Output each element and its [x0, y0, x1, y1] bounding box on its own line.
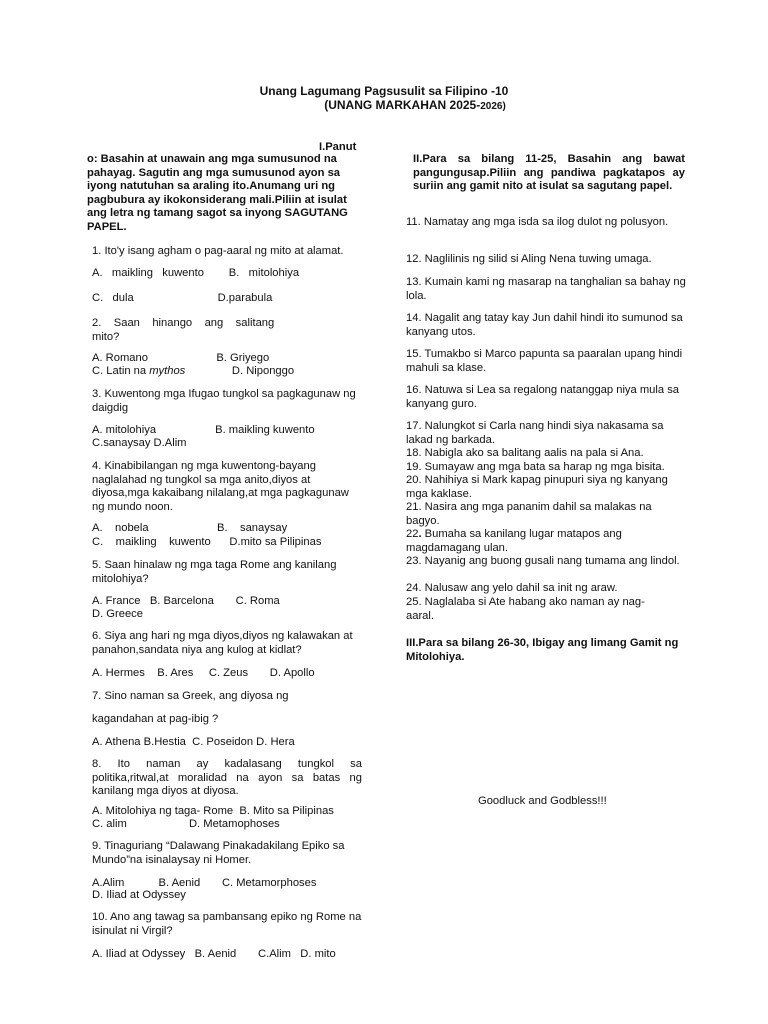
q2-choices-b — [92, 365, 294, 379]
part1-instruction: o: Basahin at unawain ang mga sumusunod na pahayag. Sagutin ang mga sumusunod ayon sa iyong natutuhan sa araling ito.Anumang uri ng pagbubura ay ikokonsiderang mali.Piliin at isulat ang letra ng tamang sagot sa inyong SAGUTANG PAPEL. — [87, 153, 348, 233]
item-23: 23. Nayanig ang buong gusali nang tumama ang lindol. — [406, 555, 680, 567]
q5-choices-b: D. Greece — [92, 608, 143, 620]
q9-choices-b: D. Iliad at Odyssey — [92, 889, 186, 901]
item-22-text: Bumaha sa kanilang lugar matapos ang magdamagang ulan. — [406, 528, 622, 554]
item-24: 24. Nalusaw ang yelo dahil sa init ng araw. — [406, 582, 618, 594]
q3-choices-b: C.sanaysay D.Alim — [92, 437, 187, 449]
item-13: 13. Kumain kami ng masarap na tanghalian sa bahay ng lola. — [406, 276, 686, 302]
item-12: 12. Naglilinis ng silid si Aling Nena tuwing umaga. — [406, 253, 652, 265]
question-7-cont: kagandahan at pag-ibig ? — [92, 713, 219, 725]
part3-heading: III.Para sa bilang 26-30, Ibigay ang limang Gamit ng Mitolohiya. — [406, 637, 679, 663]
q8-choices-a: A. Mitolohiya ng taga- Rome B. Mito sa Pilipinas — [92, 805, 334, 817]
q5-choices-a: A. France B. Barcelona C. Roma — [92, 595, 280, 607]
q4-choices-b: C. maikling kuwento D.mito sa Pilipinas — [92, 536, 322, 548]
item-16: 16. Natuwa si Lea sa regalong natanggap niya mula sa kanyang guro. — [406, 384, 680, 410]
item-14: 14. Nagalit ang tatay kay Jun dahil hindi ito sumunod sa kanyang utos. — [406, 312, 683, 338]
item-22-dot: . — [418, 528, 422, 540]
part1-heading: I.Panut — [319, 141, 357, 153]
q8-choices-b: C. alim D. Metamophoses — [92, 818, 280, 830]
question-4: 4. Kinabibilangan ng mga kuwentong-bayang naglalahad ng tungkol sa mga anito,diyos at diyosa,mga kakaibang nilalang,at mga pagkagunaw ng mundo noon. — [92, 460, 349, 513]
item-22 — [406, 528, 686, 555]
q10-choices: A. Iliad at Odyssey B. Aenid C.Alim D. mito — [92, 948, 336, 960]
q2-latin: C. Latin na — [92, 365, 150, 377]
subtitle-year: 2026) — [480, 101, 506, 112]
question-2: 2. Saan hinango ang salitang mito? — [92, 317, 278, 343]
closing-message: Goodluck and Godbless!!! — [478, 795, 607, 807]
q2-choices-a: A. Romano B. Griyego — [92, 352, 270, 364]
item-21: 21. Nasira ang mga pananim dahil sa malakas na bagyo. — [406, 501, 652, 527]
question-9: 9. Tinaguriang “Dalawang Pinakadakilang Epiko sa Mundo”na isinalaysay ni Homer. — [92, 840, 345, 866]
item-19: 19. Sumayaw ang mga bata sa harap ng mga bisita. — [406, 461, 665, 473]
item-17: 17. Nalungkot si Carla nang hindi siya nakasama sa lakad ng barkada. — [406, 420, 664, 446]
question-7: 7. Sino naman sa Greek, ang diyosa ng — [92, 690, 289, 702]
question-3: 3. Kuwentong mga Ifugao tungkol sa pagkagunaw ng daigdig — [92, 388, 356, 414]
item-25: 25. Naglalaba si Ate habang ako naman ay nag-aaral. — [406, 596, 645, 622]
question-1: 1. Ito'y isang agham o pag-aaral ng mito at alamat. — [92, 245, 344, 257]
q6-choices: A. Hermes B. Ares C. Zeus D. Apollo — [92, 667, 315, 679]
question-6: 6. Siya ang hari ng mga diyos,diyos ng kalawakan at panahon,sandata niya ang kulog at kidlat? — [92, 630, 353, 656]
exam-subtitle — [31, 98, 768, 112]
q7-choices: A. Athena B.Hestia C. Poseidon D. Hera — [92, 736, 295, 748]
q1-choices-a: A. maikling kuwento B. mitolohiya — [92, 267, 300, 279]
item-15: 15. Tumakbo si Marco papunta sa paaralan upang hindi mahuli sa klase. — [406, 348, 683, 374]
item-18: 18. Nabigla ako sa balitang aalis na pala si Ana. — [406, 447, 644, 459]
question-8: 8. Ito naman ay kadalasang tungkol sa politika,ritwal,at moralidad na ayon sa batas ng kanilang mga diyos at diyosa. — [92, 758, 366, 797]
item-20: 20. Nahihiya si Mark kapag pinupuri siya ng kanyang mga kaklase. — [406, 474, 668, 500]
part2-heading: II.Para sa bilang 11-25, Basahin ang bawat pangungusap.Piliin ang pandiwa pagkatapos ay suriin ang gamit nito at isulat sa sagutang papel. — [413, 153, 685, 192]
q1-choices-b: C. dula D.parabula — [92, 292, 273, 304]
q2-mythos: mythos — [149, 365, 186, 377]
q3-choices-a: A. mitolohiya B. maikling kuwento — [92, 424, 315, 436]
q9-choices-a: A.Alim B. Aenid C. Metamorphoses — [92, 877, 317, 889]
exam-title: Unang Lagumang Pagsusulit sa Filipino -10 — [259, 84, 509, 98]
q2-niponggo: D. Niponggo — [185, 365, 295, 377]
item-11: 11. Namatay ang mga isda sa ilog dulot ng polusyon. — [406, 216, 669, 228]
subtitle-main: (UNANG MARKAHAN 2025- — [324, 98, 481, 112]
q4-choices-a: A. nobela B. sanaysay — [92, 522, 288, 534]
question-10: 10. Ano ang tawag sa pambansang epiko ng Rome na isinulat ni Virgil? — [92, 911, 362, 937]
item-22-number: 22 — [406, 528, 419, 540]
question-5: 5. Saan hinalaw ng mga taga Rome ang kanilang mitolohiya? — [92, 559, 337, 585]
